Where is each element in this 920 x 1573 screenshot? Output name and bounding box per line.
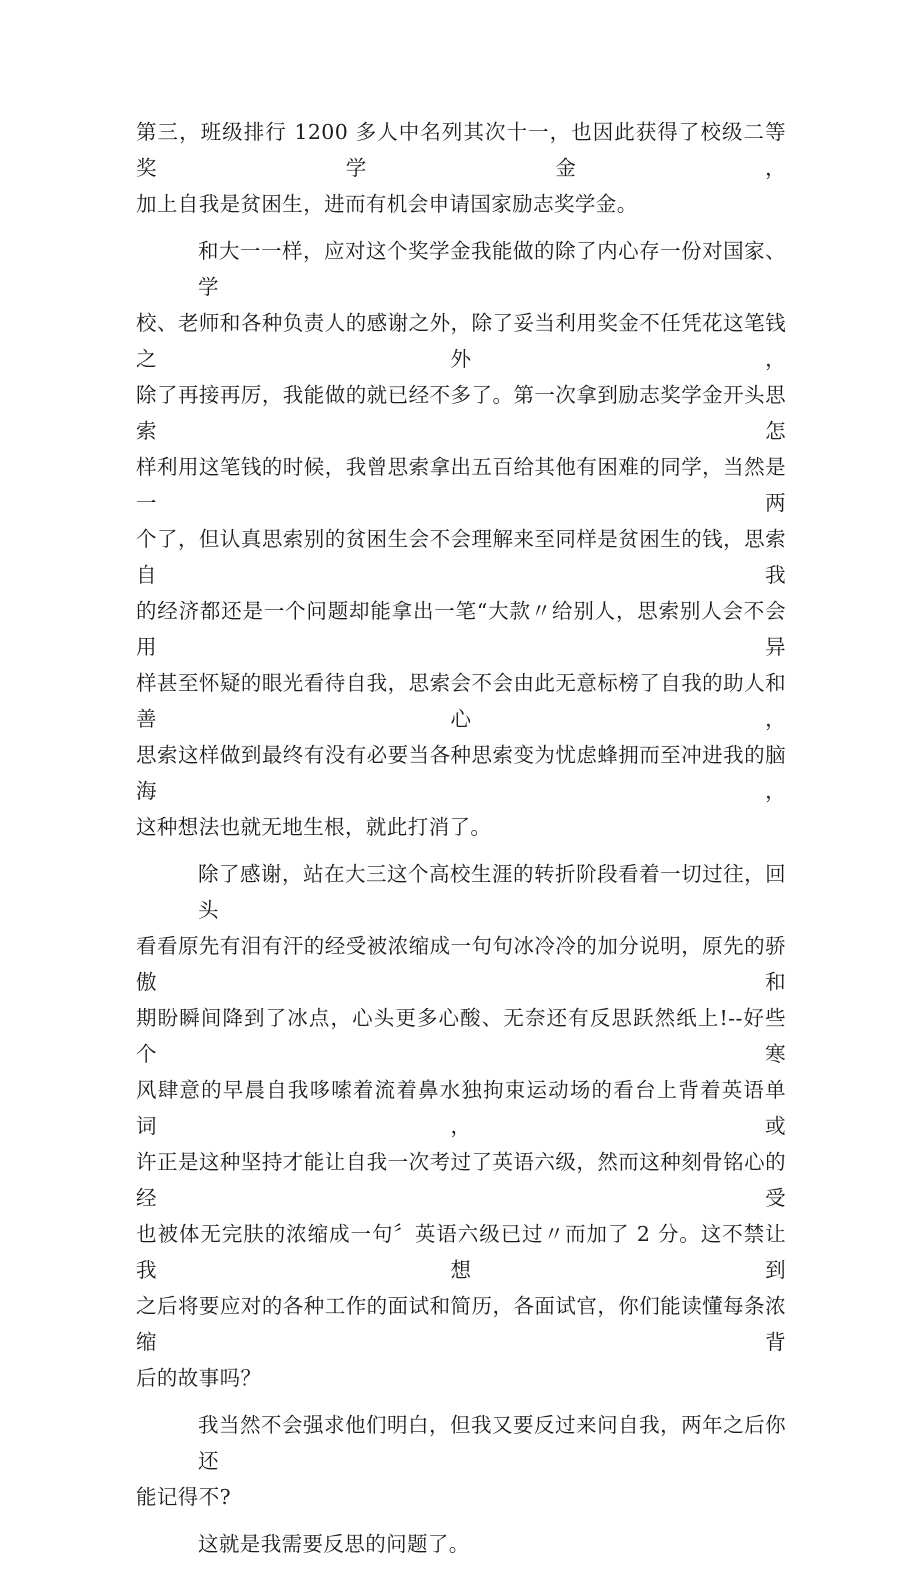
document-page xyxy=(136,114,786,1573)
text-line: 之后将要应对的各种工作的面试和简历，各面试官，你们能读懂每条浓缩背 xyxy=(136,1294,786,1354)
paragraph xyxy=(136,233,786,845)
text-line: 第三，班级排行 1200 多人中名列其次十一，也因此获得了校级二等奖学金， xyxy=(136,120,786,180)
text-line: 样甚至怀疑的眼光看待自我，思索会不会由此无意标榜了自我的助人和善心， xyxy=(136,671,786,731)
paragraph xyxy=(136,114,786,222)
text-line: 也被体无完肤的浓缩成一句〞英语六级已过〃而加了 2 分。这不禁让我想到 xyxy=(136,1222,786,1282)
text-line: 期盼瞬间降到了冰点，心头更多心酸、无奈还有反思跃然纸上!--好些个寒 xyxy=(136,1006,786,1066)
text-line: 样利用这笔钱的时候，我曾思索拿出五百给其他有困难的同学，当然是一两 xyxy=(136,455,786,515)
text-line: 思索这样做到最终有没有必要当各种思索变为忧虑蜂拥而至冲进我的脑海， xyxy=(136,743,786,803)
text-line: 看看原先有泪有汗的经受被浓缩成一句句冰冷冷的加分说明，原先的骄傲和 xyxy=(136,934,786,994)
paragraph xyxy=(136,1526,786,1562)
text-line: 后的故事吗？ xyxy=(136,1366,262,1390)
text-line: 风肆意的早晨自我哆嗦着流着鼻水独拘束运动场的看台上背着英语单词，或 xyxy=(136,1078,786,1138)
text-line: 这就是我需要反思的问题了。 xyxy=(198,1532,470,1556)
text-line: 除了再接再厉，我能做的就已经不多了。第一次拿到励志奖学金开头思索怎 xyxy=(136,383,786,443)
text-line: 除了感谢，站在大三这个高校生涯的转折阶段看着一切过往，回头 xyxy=(198,862,786,922)
text-line: 我当然不会强求他们明白，但我又要反过来问自我，两年之后你还 xyxy=(198,1413,786,1473)
text-line: 个了，但认真思索别的贫困生会不会理解来至同样是贫困生的钱，思索自我 xyxy=(136,527,786,587)
text-line: 能记得不? xyxy=(136,1485,231,1509)
paragraph xyxy=(136,856,786,1396)
text-line: 这种想法也就无地生根，就此打消了。 xyxy=(136,815,492,839)
paragraph xyxy=(136,1407,786,1515)
text-line: 许正是这种坚持才能让自我一次考过了英语六级，然而这种刻骨铭心的经受 xyxy=(136,1150,786,1210)
text-line: 的经济都还是一个问题却能拿出一笔“大款〃给别人，思索别人会不会用异 xyxy=(136,599,786,659)
text-line: 和大一一样，应对这个奖学金我能做的除了内心存一份对国家、学 xyxy=(198,239,786,299)
text-line: 校、老师和各种负责人的感谢之外，除了妥当利用奖金不任凭花这笔钱之外， xyxy=(136,311,786,371)
text-line: 加上自我是贫困生，进而有机会申请国家励志奖学金。 xyxy=(136,192,638,216)
